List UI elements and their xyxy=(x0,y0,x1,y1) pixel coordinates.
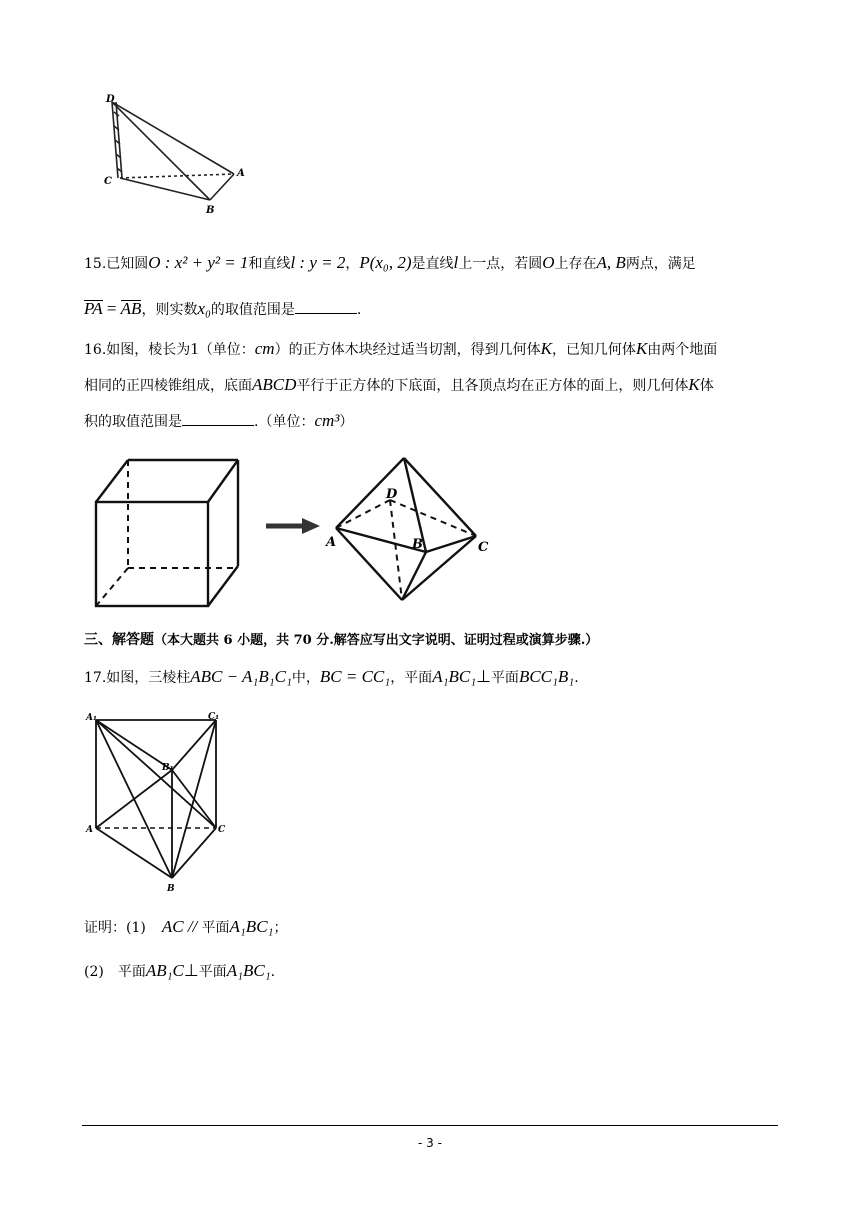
q17-part-2 xyxy=(84,960,275,983)
label-b1: B₁ xyxy=(162,763,174,773)
q16-cm3: cm³ xyxy=(314,411,340,430)
q15-text: 上一点，若圆 xyxy=(458,256,543,272)
q16-line-3 xyxy=(84,410,353,433)
q17-part-1 xyxy=(84,916,287,939)
q16-text: ，已知几何体 xyxy=(551,342,636,358)
q16-text: 体 xyxy=(699,378,714,394)
q17-plane-1: A₁BC₁ xyxy=(432,667,477,686)
q15-text: 已知圆 xyxy=(106,256,149,272)
label-c1: C₁ xyxy=(208,712,220,722)
q15-ab: A, B xyxy=(596,253,626,272)
q17-ac: AC // xyxy=(161,917,202,936)
q16-text: ）的正方体木块经过适当切割，得到几何体 xyxy=(274,342,541,358)
q17-plane-ab1c: AB₁C xyxy=(145,961,184,980)
q16-k: K xyxy=(540,339,552,358)
q16-abcd: ABCD xyxy=(252,375,297,394)
label-c: C xyxy=(478,540,489,555)
q15-text: 是直线 xyxy=(411,256,454,272)
q17-text: 平面 xyxy=(198,964,227,980)
q16-text: 相同的正四棱锥组成，底面 xyxy=(84,378,252,394)
q16-text: .（单位： xyxy=(254,414,315,430)
q17-text: 如图，三棱柱 xyxy=(106,670,191,686)
q17-plane-2: BCC₁B₁ xyxy=(518,667,575,686)
label-b: B xyxy=(206,205,215,216)
q16-k: K xyxy=(635,339,648,358)
q16-text: 如图，棱长为 xyxy=(106,342,191,358)
vector-pa: PA xyxy=(84,299,103,318)
q16-text: ） xyxy=(339,414,354,430)
q15-line-2 xyxy=(84,298,361,321)
equals: = xyxy=(102,299,121,318)
q15-text: ， xyxy=(345,256,360,272)
figure-prism xyxy=(84,708,234,898)
section-note: （本大题共 6 小题，共 70 分.解答应写出文字说明、证明过程或演算步骤.） xyxy=(154,633,599,648)
label-a: A xyxy=(326,535,337,550)
q16-k: K xyxy=(688,375,700,394)
q15-text: ，则实数 xyxy=(141,302,198,318)
q15-line-1 xyxy=(84,252,696,275)
q16-line-2 xyxy=(84,374,714,397)
q17-text: 中， xyxy=(291,670,320,686)
label-b: B xyxy=(412,537,423,552)
label-c: C xyxy=(218,825,226,835)
q17-text: . xyxy=(574,670,579,686)
vector-ab: AB xyxy=(120,299,142,318)
q17-line-1 xyxy=(84,666,579,689)
q15-l: l xyxy=(453,253,459,272)
q15-point: P(x₀, 2) xyxy=(359,253,412,272)
label-b: B xyxy=(167,884,175,894)
q17-part-label: (2) xyxy=(84,964,104,980)
q17-plane: A₁BC₁ xyxy=(229,917,274,936)
q17-prism: ABC − A₁B₁C₁ xyxy=(190,667,292,686)
q16-cm: cm xyxy=(254,339,275,358)
q15-number: 15. xyxy=(84,256,107,272)
q16-line-1 xyxy=(84,338,717,361)
label-d: D xyxy=(386,487,398,502)
q17-text: 平面 xyxy=(201,920,230,936)
q17-text: ，平面 xyxy=(390,670,433,686)
q15-text: . xyxy=(356,302,362,318)
label-a: A xyxy=(86,825,93,835)
q17-bc-eq: BC = CC₁ xyxy=(319,667,391,686)
label-c: C xyxy=(104,176,112,187)
page-number: - 3 - xyxy=(418,1136,442,1150)
q16-text: 积的取值范围是 xyxy=(84,414,182,430)
q17-number: 17. xyxy=(84,670,107,686)
section-heading xyxy=(84,629,598,652)
q17-text: 平面 xyxy=(117,964,146,980)
q15-line-eq: l : y = 2 xyxy=(290,253,346,272)
q17-part-label: 证明：(1) xyxy=(84,920,146,936)
q15-text: 两点，满足 xyxy=(625,256,696,272)
label-d: D xyxy=(106,94,115,105)
footer-rule xyxy=(82,1125,778,1126)
answer-blank xyxy=(295,299,357,314)
q15-o: O xyxy=(542,253,555,272)
perp-symbol: ⊥ xyxy=(183,961,199,980)
q16-one: 1 xyxy=(190,339,199,358)
q15-circle-eq: O : x² + y² = 1 xyxy=(148,253,249,272)
label-a: A xyxy=(237,168,245,179)
perp-symbol: ⊥ xyxy=(476,667,491,686)
q15-x0: x₀ xyxy=(197,299,211,318)
section-title: 三、解答题 xyxy=(84,632,154,648)
answer-blank xyxy=(182,411,254,426)
q15-text: 和直线 xyxy=(248,256,291,272)
q17-text: 平面 xyxy=(490,670,519,686)
figure-tetrahedron xyxy=(100,92,250,217)
q17-text: ； xyxy=(273,920,288,936)
q15-text: 上存在 xyxy=(554,256,597,272)
q16-number: 16. xyxy=(84,342,107,358)
q17-text: . xyxy=(270,964,276,980)
q16-text: （单位： xyxy=(198,342,255,358)
q16-text: 平行于正方体的下底面，且各顶点均在正方体的面上，则几何体 xyxy=(296,378,689,394)
q15-text: 的取值范围是 xyxy=(210,302,295,318)
figure-cube-to-octahedron xyxy=(86,448,506,614)
q16-text: 由两个地面 xyxy=(647,342,718,358)
arrow-icon xyxy=(302,518,320,534)
q17-plane: A₁BC₁ xyxy=(226,961,271,980)
label-a1: A₁ xyxy=(86,713,97,723)
